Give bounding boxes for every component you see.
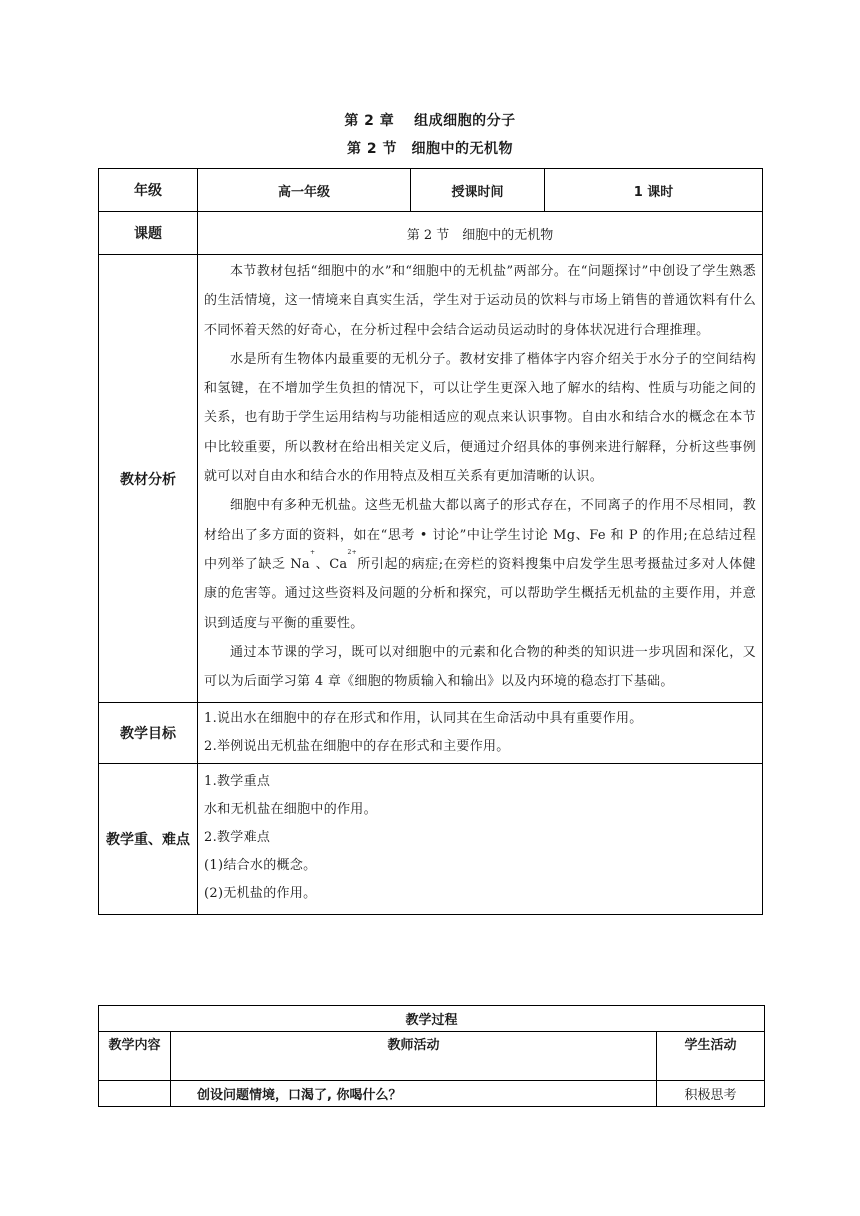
section-title: 第 2 节 细胞中的无机物 (347, 141, 513, 157)
keypoints-row (99, 764, 763, 915)
keypoint-item: 水和无机盐在细胞中的作用。 (204, 802, 377, 818)
analysis-paragraph: 水是所有生物体内最重要的无机分子。教材安排了楷体字内容介绍关于水分子的空间结构和氢键，在不增加学生负担的情况下，可以让学生更深入地了解水的结构、性质与功能之间的关系，也有助于学生运用结构与功能相适应的观点来认识事物。自由水和结合水的概念在本节中比较重要，所以教材在给出相关定义后，便通过介绍具体的事例来进行解释，分析这些事例就可以对自由水和结合水的作用特点及相互关系有更加清晰的认识。 (204, 351, 756, 485)
lesson-info-table (98, 168, 763, 915)
keypoints-label: 教学重、难点 (99, 764, 198, 915)
analysis-text: 、Ca (315, 556, 348, 572)
row-student-cell: 积极思考 (657, 1081, 765, 1107)
grade-value: 高一年级 (198, 169, 411, 212)
analysis-text: 细胞中有多种无机盐。这些无机盐大都以离子的形式存在，不同离子的作用不尽相同，教材给出了多方面的资料，如在“思考 • 讨论”中让学生讨论 Mg、Fe 和 P 的作用;在总结过程中列举了缺乏 Na (204, 498, 756, 572)
process-row (99, 1081, 765, 1107)
topic-label: 课题 (99, 212, 198, 255)
analysis-paragraph (204, 491, 756, 637)
analysis-content (198, 255, 763, 703)
analysis-text: 所引起的病症;在旁栏的资料搜集中启发学生思考摄盐过多对人体健康的危害等。通过这些资料及问题的分析和探究，可以帮助学生概括无机盐的主要作用，并意识到适度与平衡的重要性。 (204, 556, 756, 631)
na-charge: + (309, 548, 316, 556)
goals-label: 教学目标 (99, 703, 198, 764)
time-label: 授课时间 (411, 169, 545, 212)
process-header-row (99, 1032, 765, 1081)
col-student-header: 学生活动 (657, 1032, 765, 1081)
col-content-header: 教学内容 (99, 1032, 171, 1081)
analysis-row (99, 255, 763, 703)
col-teacher-header: 教师活动 (171, 1032, 657, 1081)
chapter-title: 第 2 章 组成细胞的分子 (344, 113, 516, 129)
ca-charge: 2+ (347, 548, 357, 556)
analysis-paragraph: 本节教材包括“细胞中的水”和“细胞中的无机盐”两部分。在“问题探讨”中创设了学生熟悉的生活情境，这一情境来自真实生活，学生对于运动员的饮料与市场上销售的普通饮料有什么不同怀着天然的好奇心，在分析过程中会结合运动员运动时的身体状况进行合理推理。 (204, 264, 756, 338)
goals-content (198, 703, 763, 764)
process-title: 教学过程 (99, 1006, 765, 1032)
grade-label: 年级 (99, 169, 198, 212)
time-value: 1 课时 (545, 169, 763, 212)
process-title-row (99, 1006, 765, 1032)
grade-row (99, 169, 763, 212)
teaching-process-table (98, 1005, 765, 1107)
goal-item: 2.举例说出无机盐在细胞中的存在形式和主要作用。 (204, 739, 510, 755)
goals-row (99, 703, 763, 764)
analysis-paragraph: 通过本节课的学习，既可以对细胞中的元素和化合物的种类的知识进一步巩固和深化，又可以为后面学习第 4 章《细胞的物质输入和输出》以及内环境的稳态打下基础。 (204, 644, 756, 690)
analysis-label: 教材分析 (99, 255, 198, 703)
topic-value: 第 2 节 细胞中的无机物 (198, 212, 763, 255)
goal-item: 1.说出水在细胞中的存在形式和作用，认同其在生命活动中具有重要作用。 (204, 711, 643, 727)
row-teacher-cell: 创设问题情境，口渴了, 你喝什么？ (171, 1081, 657, 1107)
keypoint-item: 1.教学重点 (204, 774, 271, 790)
keypoint-item: (2)无机盐的作用。 (204, 886, 317, 902)
row-content-cell (99, 1081, 171, 1107)
keypoints-content (198, 764, 763, 915)
keypoint-item: 2.教学难点 (204, 830, 271, 846)
keypoint-item: (1)结合水的概念。 (204, 858, 317, 874)
topic-row (99, 212, 763, 255)
